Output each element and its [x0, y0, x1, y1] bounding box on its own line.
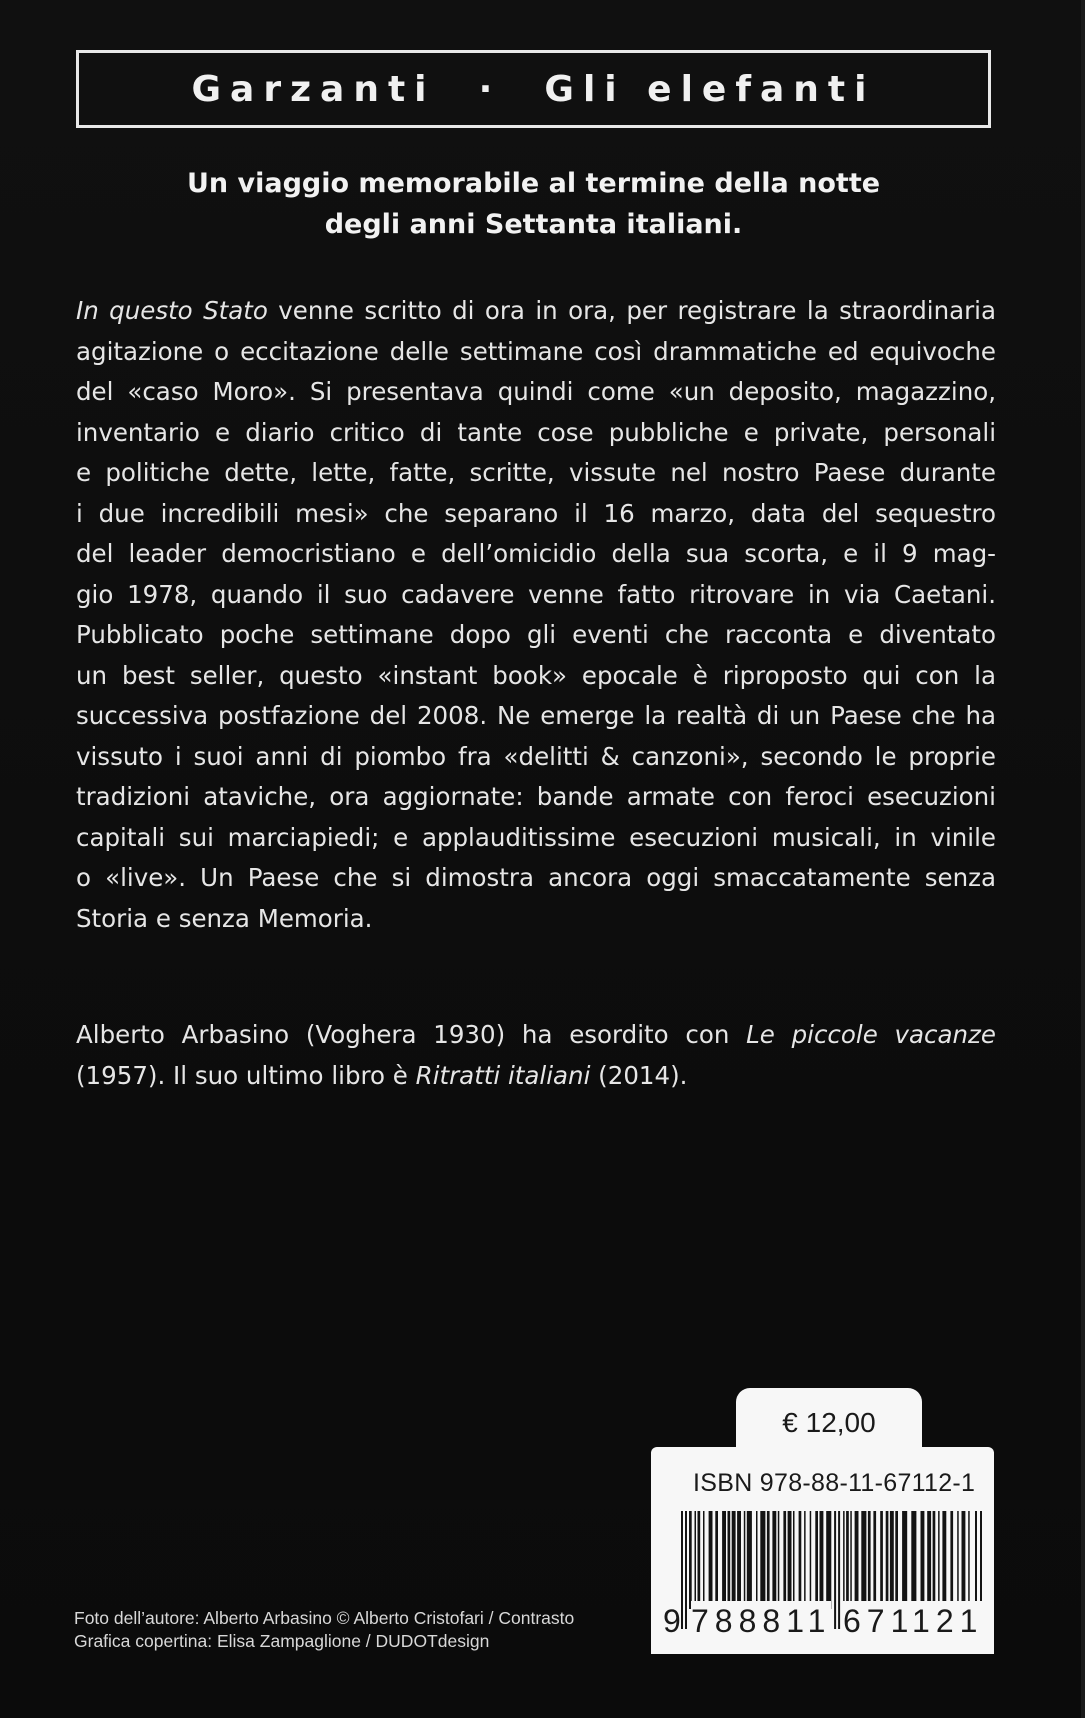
barcode-digit-first: 9: [663, 1603, 681, 1639]
barcode-bar: [698, 1511, 701, 1609]
blurb-line-13: tradizioni ataviche, ora aggiornate: bande armate con feroci esecuzioni: [76, 782, 996, 811]
tagline-line-2: degli anni Settanta italiani.: [324, 209, 743, 240]
barcode-bar: [927, 1511, 931, 1609]
barcode-bar: [868, 1511, 871, 1609]
barcode-bar: [810, 1511, 812, 1609]
barcode-bar: [793, 1511, 795, 1609]
tagline: [76, 163, 991, 245]
barcode-bar: [826, 1511, 831, 1609]
barcode-bar: [689, 1511, 692, 1609]
barcode-bar: [760, 1511, 765, 1609]
barcode-digits-right: 671121: [843, 1603, 984, 1639]
barcode-bar: [843, 1511, 845, 1609]
barcode-bar: [815, 1511, 818, 1609]
barcode-bar: [890, 1511, 894, 1609]
blurb-line-8: gio 1978, quando il suo cadavere venne fatto ritrovare in via Caetani.: [76, 579, 996, 609]
isbn-text: ISBN 978-88-11-67112-1: [693, 1469, 976, 1497]
photo-credit: Foto dell’autore: Alberto Arbasino © Alberto Cristofari / Contrasto: [74, 1608, 575, 1628]
bio-line-1: Alberto Arbasino (Voghera 1930) ha esordito con Le piccole vacanze: [76, 1020, 996, 1049]
barcode-bar: [902, 1511, 907, 1609]
barcode-bar: [747, 1511, 752, 1609]
barcode-bar: [911, 1511, 916, 1609]
barcode-bar: [873, 1511, 876, 1609]
barcode-bar: [880, 1511, 883, 1609]
series-header: [192, 69, 876, 110]
barcode-digits-left: 788811: [691, 1603, 832, 1639]
publisher-name: Garzanti: [191, 68, 436, 110]
blurb-line-16: Storia e senza Memoria.: [76, 903, 373, 933]
header-separator: ·: [478, 68, 502, 110]
blurb-line-14: capitali sui marciapiedi; e applauditissime esecuzioni musicali, in vinile: [76, 822, 996, 852]
barcode-bar: [695, 1511, 697, 1609]
barcode-bar: [861, 1511, 866, 1609]
blurb-line-1: In questo Stato venne scritto di ora in ora, per registrare la straordinaria: [76, 296, 997, 325]
barcode-bar: [846, 1511, 849, 1609]
barcode-bar: [722, 1511, 726, 1609]
series-header-box: [76, 50, 991, 128]
cover-edge: [1081, 0, 1085, 1718]
barcode-bar: [715, 1511, 718, 1609]
barcode-bar: [783, 1511, 786, 1609]
barcode-bar: [921, 1511, 925, 1609]
barcode-bar: [767, 1511, 770, 1609]
blurb-line-7: del leader democristiano e dell’omicidio della sua scorta, e il 9 mag-: [76, 539, 996, 568]
barcode-digits: [661, 1601, 994, 1641]
barcode-bar: [938, 1511, 940, 1609]
barcode-bar: [804, 1511, 806, 1609]
last-book-title: Ritratti italiani: [415, 1060, 591, 1090]
barcode-bar: [950, 1511, 953, 1609]
blurb-line-15: o «live». Un Paese che si dimostra ancora oggi smaccatamente senza: [76, 863, 996, 892]
blurb-line-10: un best seller, questo «instant book» epocale è riproposto qui con la: [76, 660, 996, 690]
barcode-bar: [756, 1511, 758, 1609]
blurb-line-4: inventario e diario critico di tante cose pubbliche e private, personali: [76, 417, 996, 447]
blurb-line-6: i due incredibili mesi» che separano il 16 marzo, data del sequestro: [76, 498, 996, 528]
barcode-bar: [957, 1511, 959, 1609]
barcode-label: [651, 1447, 994, 1654]
series-name: Gli elefanti: [544, 68, 876, 110]
barcode-bar: [968, 1511, 970, 1609]
price-text: € 12,00: [782, 1407, 876, 1438]
blurb-line-11: successiva postfazione del 2008. Ne emerge la realtà di un Paese che ha: [76, 701, 996, 730]
barcode-bar: [855, 1511, 859, 1609]
barcode-bar: [962, 1511, 966, 1609]
tagline-line-1: Un viaggio memorabile al termine della notte: [186, 168, 881, 199]
bio-line-2: (1957). Il suo ultimo libro è Ritratti italiani (2014).: [76, 1060, 688, 1090]
barcode-bar: [788, 1511, 792, 1609]
barcode-bar: [744, 1511, 746, 1609]
barcode-bar: [709, 1511, 713, 1609]
cover-credits: [74, 1607, 574, 1653]
first-book-title: Le piccole vacanze: [746, 1020, 996, 1049]
barcode-bar: [850, 1511, 852, 1609]
barcode-bar: [778, 1511, 780, 1609]
barcode-bar: [728, 1511, 731, 1609]
barcode-bar: [933, 1511, 936, 1609]
barcode-bar: [772, 1511, 776, 1609]
blurb-line-9: Pubblicato poche settimane dopo gli eventi che racconta e diventato: [76, 620, 996, 649]
author-bio: [76, 1015, 996, 1096]
barcode-bar: [799, 1511, 802, 1609]
barcode-bar: [703, 1511, 705, 1609]
barcode-bar: [737, 1511, 741, 1609]
blurb-line-5: e politiche dette, lette, fatte, scritte, vissute nel nostro Paese durante: [76, 458, 996, 487]
barcode-bar: [895, 1511, 898, 1609]
blurb-line-2: agitazione o eccitazione delle settimane così drammatiche ed equivoche: [76, 336, 996, 366]
blurb-line-3: del «caso Moro». Si presentava quindi come «un deposito, magazzino,: [76, 377, 996, 406]
book-title-italic: In questo Stato: [76, 296, 268, 325]
barcode-bar: [820, 1511, 824, 1609]
barcode-bar: [732, 1511, 736, 1609]
barcode-bar: [886, 1511, 889, 1609]
barcode-bar: [942, 1511, 946, 1609]
design-credit: Grafica copertina: Elisa Zampaglione / DUDOTdesign: [74, 1631, 490, 1651]
book-blurb: [76, 291, 996, 939]
blurb-line-12: vissuto i suoi anni di piombo fra «delitti & canzoni», secondo le proprie: [76, 741, 996, 771]
